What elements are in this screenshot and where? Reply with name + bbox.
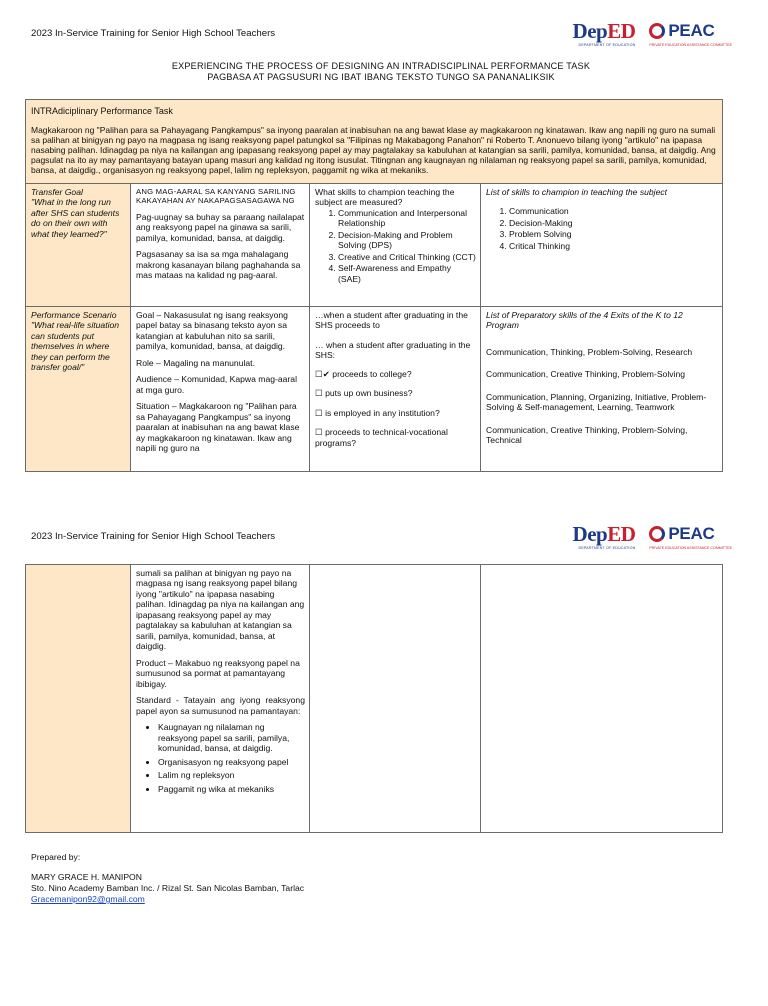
document-title (30, 61, 732, 83)
grasps-product: Product – Makabuo ng reaksyong papel na sumusunod sa pormat at pamantayang ibibigay. (136, 657, 300, 689)
performance-task-table (25, 99, 723, 472)
exit-skills-4: Communication, Creative Thinking, Problem-Solving, Technical (486, 424, 688, 446)
task-cell (26, 100, 723, 184)
grasps-goal: Goal – Nakasusulat ng isang reaksyong papel batay sa binasang teksto ayon sa katangian at kabuluhan nito sa sarili, pamilya, komunidad, bansa, at daigdig. (136, 310, 288, 352)
criteria-list (158, 722, 305, 794)
logos (572, 18, 732, 47)
task-row (26, 100, 723, 184)
training-title-2: 2023 In-Service Training for Senior High School Teachers (31, 531, 276, 543)
task-body: Magkakaroon ng "Palihan para sa Pahayagang Pangkampus" sa inyong paaralan at inabisuhan na ang bawat klase ay magkakaroon ng kinatawan. Ikaw ang napili ng guro na sumali sa palihan at binigyan ng payo na magpasa ng isang reaksyong papel patungkol sa "Filipinas ng Makabagong Panahon" ni Roberto T. Anonuevo bilang iyong "artikulo" na ipapasa nasabing palihan. Idinagdag pa niya na kailangan ang ipapasang reaksyong papel ay may pagtalakay sa kabuluhan at katangian sa sarili, pamilya, komunidad, bansa, at daigdig. Ang pagsulat na ito ay may pamantayang batayan upang masuri ang kalidad ng itong isusulat. Titingnan ang kaugnayan ng nilalaman ng reaksyong papel sa sarili, pamilya, komunidad, bansa, at daigdig., organisasyon ng reaksyong papel, lalim ng repleksyon, paggamit ng wika at mekaniks. (31, 124, 716, 176)
task-label: INTRAdiciplinary Performance Task (31, 106, 173, 116)
option-business: ☐ puts up own business? (315, 388, 413, 399)
transfer-goal-label: Transfer Goal (31, 187, 83, 197)
prepared-by-label: Prepared by: (31, 852, 81, 862)
title-line-2: PAGBASA AT PAGSUSURI NG IBAT IBANG TEKSTO TUNGO SA PANANALIKSIK (207, 72, 555, 83)
option-employed: ☐ is employed in any institution? (315, 407, 440, 418)
scenario-row (26, 307, 723, 472)
scenario-question: "What real-life situation can students put themselves in where they can perform the transfer goal/" (31, 320, 120, 373)
situation-continued: sumali sa palihan at binigyan ng payo na magpasa ng isang reaksyong papel bilang iyong "artikulo" na ipapasa nasabing palihan. Idinagdag pa niya na kailangan ang ipapasang reaksyong papel ay may pagtalakay sa kabuluhan at katangian sa sarili, pamilya, komunidad, bansa, at daigdig. (136, 568, 305, 652)
after-graduating-2: … when a student after graduating in the SHS: (315, 339, 471, 361)
after-graduating-1: …when a student after graduating in the SHS proceeds to (315, 310, 468, 331)
grasps-cell (131, 307, 310, 472)
preparatory-skills-cell (481, 307, 723, 472)
deped-logo: DepED DEPARTMENT OF EDUCATION (572, 521, 636, 550)
list-item: 1. Communication and Interpersonal Relationship (338, 208, 476, 229)
page-header-2 (31, 519, 732, 555)
author-name: MARY GRACE H. MANIPON (31, 872, 142, 882)
prepared-by-block (31, 852, 304, 905)
grasps-standard: Standard - Tatayain ang iyong reaksyong papel ayon sa sumusunod na pamantayan: (136, 695, 305, 716)
option-techvoc: ☐ proceeds to technical-vocational programs? (315, 427, 448, 448)
grasps-situation: Situation – Magkakaroon ng "Palihan para sa Pahayagang Pangkampus" sa inyong paaralan at inabisuhan na ang bawat klase ay magkakaroon ng kinatawan. Ikaw ang napili ng guro na (136, 401, 300, 454)
transfer-goal-statement (131, 184, 310, 307)
page-header (31, 16, 732, 52)
list-item: • Organisasyon ng reaksyong papel (158, 757, 305, 767)
goal-paragraph-2: Pagsasanay sa isa sa mga mahalagang makrong kasanayan bilang paghahanda sa mas mataas na kalidad ng pag-aaral. (136, 249, 301, 281)
list-item: 1. Communication (509, 206, 718, 216)
continued-table (25, 564, 723, 833)
list-item: 3. Problem Solving (509, 229, 718, 239)
list-item: 4. Critical Thinking (509, 241, 718, 251)
list-item: • Lalim ng repleksyon (158, 770, 305, 780)
list-item: 3. Creative and Critical Thinking (CCT) (338, 252, 476, 262)
goal-paragraph-1: Pag-uugnay sa buhay sa paraang nailalapat ang reaksyong papel na ginawa sa sarili, pamilya, komunidad, bansa, at daigdig. (136, 211, 305, 243)
peac-logo: PEAC PRIVATE EDUCATION ASSISTANCE COMMITTEE (649, 20, 732, 47)
transfer-goal-question: "What in the long run after SHS can students do on their own with what they learned?" (31, 197, 120, 239)
list-item: 4. Self-Awareness and Empathy (SAE) (338, 263, 476, 284)
transfer-goal-row (26, 184, 723, 307)
author-school: Sto. Nino Academy Bamban Inc. / Rizal St. San Nicolas Bamban, Tarlac (31, 883, 305, 893)
skills-champion-list (509, 206, 718, 251)
skills-question: What skills to champion teaching the subject are measured? (315, 187, 455, 208)
scenario-cell (26, 307, 131, 472)
title-line-1: EXPERIENCING THE PROCESS OF DESIGNING AN INTRADISCIPLINAL PERFORMANCE TASK (171, 61, 591, 71)
exits-title: List of Preparatory skills of the 4 Exits of the K to 12 Program (486, 310, 683, 331)
peac-logo: PEAC PRIVATE EDUCATION ASSISTANCE COMMITTEE (649, 523, 732, 550)
skills-list-title: List of skills to champion in teaching the subject (486, 187, 668, 197)
grasps-audience: Audience – Komunidad, Kapwa mag-aaral at mga guro. (136, 374, 297, 395)
exit-skills-1: Communication, Thinking, Problem-Solving, Research (486, 346, 693, 357)
logos-2 (572, 521, 732, 550)
continued-label-cell (26, 565, 131, 833)
list-item: • Kaugnayan ng nilalaman ng reaksyong papel sa sarili, pamilya, komunidad, bansa, at daigdig. (158, 722, 305, 753)
exits-cell (310, 307, 481, 472)
continued-row (26, 565, 723, 833)
list-item: 2. Decision-Making and Problem Solving (DPS) (338, 230, 476, 251)
empty-cell (310, 565, 481, 833)
transfer-goal-cell (26, 184, 131, 307)
grasps-role: Role – Magaling na manunulat. (136, 357, 255, 368)
author-email-link[interactable]: Gracemanipon92@gmail.com (31, 894, 145, 904)
skills-measured-cell (310, 184, 481, 307)
scenario-label: Performance Scenario (31, 310, 117, 320)
list-item: 2. Decision-Making (509, 218, 718, 228)
exit-skills-3: Communication, Planning, Organizing, Initiative, Problem-Solving & Self-management, Learning, Teamwork (486, 391, 707, 413)
continued-grasps-cell (131, 565, 310, 833)
list-item: • Paggamit ng wika at mekaniks (158, 784, 305, 794)
empty-cell (481, 565, 723, 833)
goal-heading: ANG MAG-AARAL SA KANYANG SARILING KAKAYAHAN AY NAKAPAGSASAGAWA NG (136, 187, 296, 206)
exit-skills-2: Communication, Creative Thinking, Problem-Solving (486, 369, 686, 380)
skills-measured-list (338, 208, 476, 284)
option-college: ☐✔ proceeds to college? (315, 368, 412, 379)
training-title: 2023 In-Service Training for Senior High School Teachers (31, 28, 276, 40)
deped-logo: DepED DEPARTMENT OF EDUCATION (572, 18, 636, 47)
skills-list-cell (481, 184, 723, 307)
